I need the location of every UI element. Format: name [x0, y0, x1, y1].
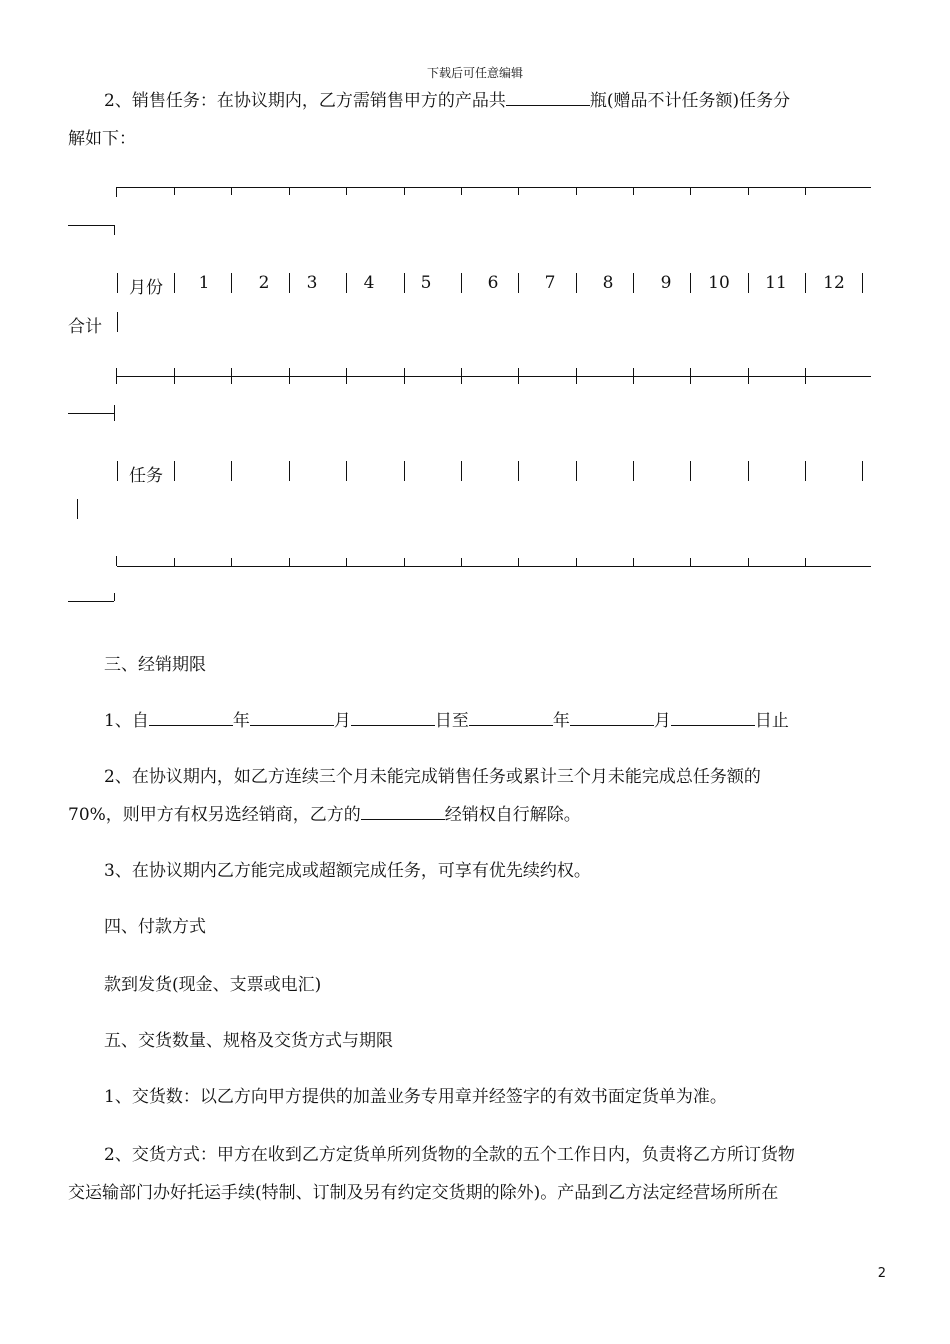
task-header: 任务 — [129, 466, 163, 486]
table-vbar — [404, 461, 405, 481]
delivery-method-line-2: 交运输部门办好托运手续(特制、订制及另有约定交货期的除外)。产品到乙方法定经营场所所在 — [68, 1183, 779, 1203]
table-bottom-rule-wrap — [68, 601, 114, 602]
month-cell: 10 — [708, 273, 730, 293]
section-5-title: 五、交货数量、规格及交货方式与期限 — [104, 1031, 393, 1051]
table-cross — [231, 368, 232, 384]
end-day-blank — [671, 711, 755, 726]
table-bottom-rule — [117, 566, 871, 567]
table-tick — [748, 558, 749, 566]
table-cross — [404, 368, 405, 384]
table-tick — [748, 187, 749, 195]
termination-prefix: 70%，则甲方有权另选经销商，乙方的 — [68, 805, 361, 825]
table-tick — [174, 187, 175, 195]
end-year-blank — [469, 711, 553, 726]
month-cell: 4 — [363, 273, 375, 293]
month-cell: 11 — [765, 273, 787, 293]
table-vbar — [690, 461, 691, 481]
table-vbar — [174, 273, 175, 293]
table-vbar — [748, 461, 749, 481]
table-tick — [518, 187, 519, 195]
table-vbar — [748, 273, 749, 293]
termination-line-1: 2、在协议期内，如乙方连续三个月未能完成销售任务或累计三个月未能完成总任务额的 — [104, 767, 761, 787]
renewal-line: 3、在协议期内乙方能完成或超额完成任务，可享有优先续约权。 — [104, 861, 591, 881]
term-dates-line — [104, 706, 789, 731]
start-month-blank — [250, 711, 334, 726]
table-cross — [289, 368, 290, 384]
table-cross — [346, 368, 347, 384]
table-cross — [633, 368, 634, 384]
table-cross — [174, 368, 175, 384]
table-vbar — [805, 273, 806, 293]
table-cross — [805, 368, 806, 384]
sales-task-prefix: 2、销售任务：在协议期内，乙方需销售甲方的产品共 — [104, 91, 506, 111]
table-tick — [461, 187, 462, 195]
sales-task-line-2: 解如下： — [68, 129, 136, 149]
table-cross — [116, 368, 117, 384]
table-mid-rule-wrap — [68, 413, 114, 414]
start-year-blank — [149, 711, 233, 726]
table-vbar — [576, 461, 577, 481]
table-cross — [114, 405, 115, 421]
table-tick — [576, 558, 577, 566]
table-vbar — [518, 273, 519, 293]
table-vbar — [633, 273, 634, 293]
table-vbar — [289, 461, 290, 481]
table-corner-bl — [116, 556, 117, 566]
table-vbar — [346, 461, 347, 481]
table-vbar — [174, 461, 175, 481]
table-vbar — [862, 461, 863, 481]
table-cross — [690, 368, 691, 384]
table-corner-tl — [116, 187, 117, 197]
table-vbar — [77, 499, 78, 519]
month-cell: 8 — [602, 273, 614, 293]
table-tick — [576, 187, 577, 195]
month-cell: 9 — [660, 273, 672, 293]
table-tick — [690, 187, 691, 195]
table-tick — [633, 558, 634, 566]
page-number: 2 — [877, 1266, 886, 1281]
table-tick — [346, 558, 347, 566]
table-tick — [633, 187, 634, 195]
table-vbar — [461, 461, 462, 481]
table-tick — [404, 187, 405, 195]
table-tick — [174, 558, 175, 566]
table-vbar — [862, 273, 863, 293]
table-vbar — [690, 273, 691, 293]
total-header: 合计 — [68, 317, 102, 337]
month-cell: 5 — [420, 273, 432, 293]
table-vbar — [117, 312, 118, 332]
distribution-scope-blank — [361, 805, 445, 820]
table-tick — [461, 558, 462, 566]
term-text: 日止 — [754, 711, 789, 731]
termination-line-2 — [68, 800, 581, 825]
table-tick — [346, 187, 347, 195]
table-top-rule-wrap — [68, 225, 114, 226]
section-4-title: 四、付款方式 — [104, 917, 206, 937]
table-vbar — [518, 461, 519, 481]
table-cross — [748, 368, 749, 384]
table-tick — [690, 558, 691, 566]
table-cross — [576, 368, 577, 384]
month-cell: 3 — [306, 273, 318, 293]
sales-task-line-1 — [104, 86, 790, 111]
delivery-method-line-1: 2、交货方式：甲方在收到乙方定货单所列货物的全款的五个工作日内，负责将乙方所订货物 — [104, 1145, 795, 1165]
table-cross — [518, 368, 519, 384]
start-day-blank — [351, 711, 435, 726]
month-cell: 12 — [823, 273, 845, 293]
header-note: 下载后可任意编辑 — [426, 66, 523, 80]
end-month-blank — [570, 711, 654, 726]
table-vbar — [805, 461, 806, 481]
table-vbar — [231, 461, 232, 481]
month-cell: 7 — [544, 273, 556, 293]
table-cross — [461, 368, 462, 384]
month-cell: 6 — [487, 273, 499, 293]
term-text: 日至 — [434, 711, 469, 731]
table-vbar — [461, 273, 462, 293]
table-corner-tr — [114, 225, 115, 235]
payment-method: 款到发货(现金、支票或电汇) — [104, 975, 322, 995]
table-vbar — [576, 273, 577, 293]
term-text: 年 — [232, 711, 250, 731]
table-tick — [289, 558, 290, 566]
term-text: 月 — [333, 711, 351, 731]
table-tick — [231, 187, 232, 195]
table-vbar — [633, 461, 634, 481]
table-vbar — [117, 461, 118, 481]
termination-suffix: 经销权自行解除。 — [444, 805, 581, 825]
table-tick — [518, 558, 519, 566]
table-tick — [289, 187, 290, 195]
month-cell: 1 — [198, 273, 210, 293]
table-tick — [805, 187, 806, 195]
sales-task-suffix: 瓶(赠品不计任务额)任务分 — [589, 91, 791, 111]
table-tick — [231, 558, 232, 566]
delivery-quantity-line: 1、交货数：以乙方向甲方提供的加盖业务专用章并经签字的有效书面定货单为准。 — [104, 1087, 727, 1107]
term-text: 月 — [653, 711, 671, 731]
bottle-count-blank — [506, 91, 590, 106]
table-vbar — [117, 273, 118, 293]
table-tick — [404, 558, 405, 566]
term-text: 1、自 — [104, 711, 149, 731]
month-cell: 2 — [258, 273, 270, 293]
table-tick — [805, 558, 806, 566]
term-text: 年 — [552, 711, 570, 731]
table-vbar — [231, 273, 232, 293]
section-3-title: 三、经销期限 — [104, 655, 206, 675]
month-header: 月份 — [129, 278, 163, 298]
table-corner-br — [114, 593, 115, 601]
